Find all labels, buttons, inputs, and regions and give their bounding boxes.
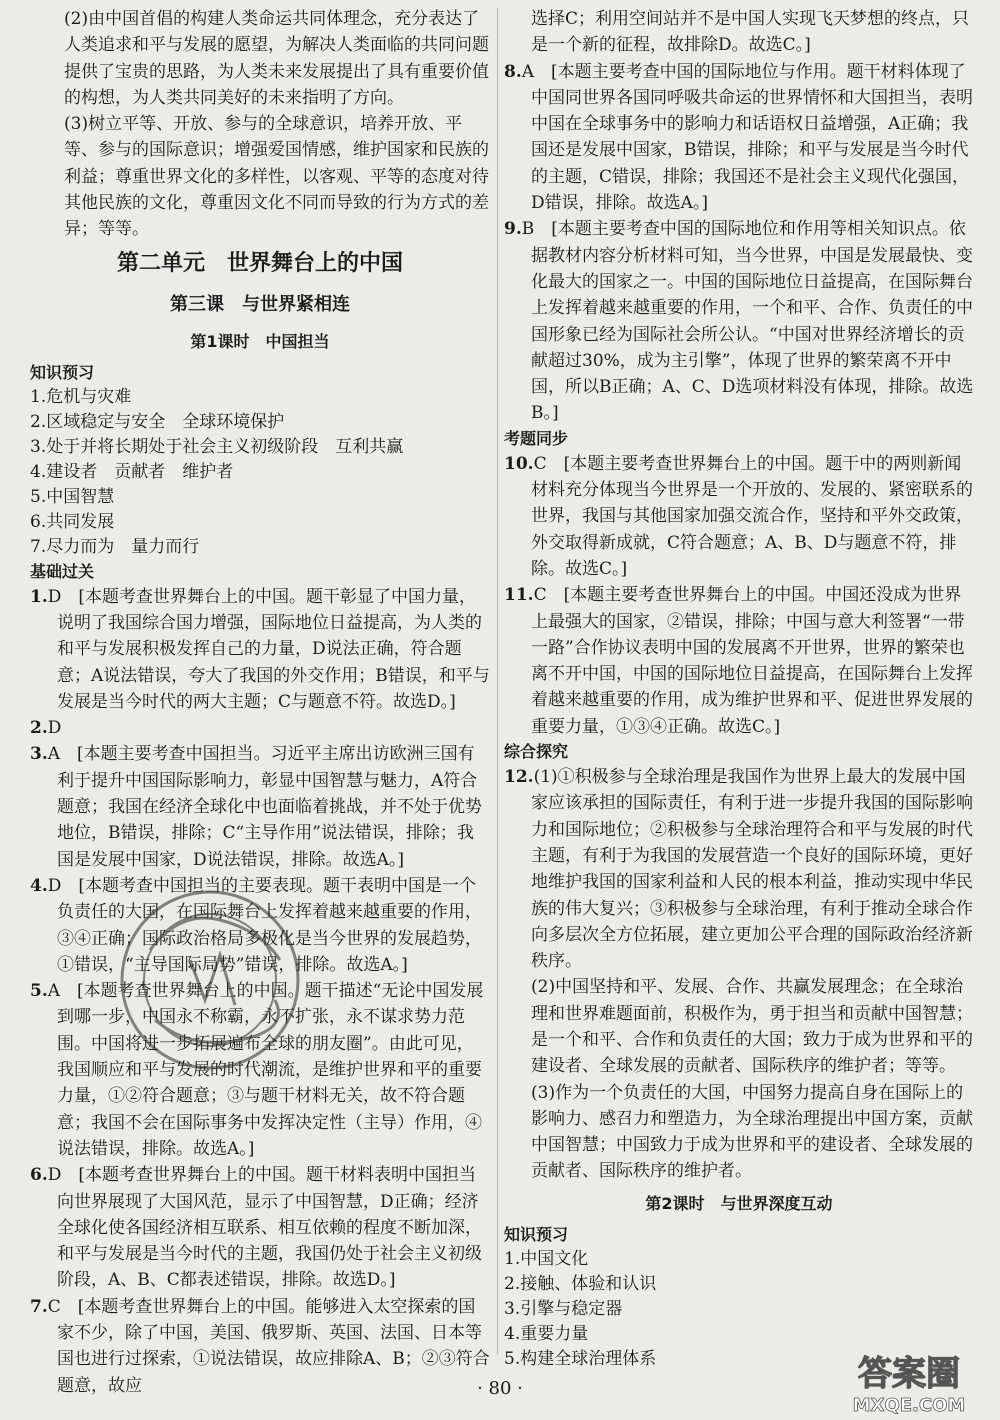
list-item: 5.构建全球治理体系 — [504, 1348, 657, 1369]
answer-text: C [本题主要考查世界舞台上的中国。中国还没成为世界上最强大的国家，②错误，排除；中国与意大利签署“一带一路”合作协议表明中国的发展离不开世界，世界的繁荣也离不开中国，中国的国际地位日益提高，在国际舞台上发挥着越来越重要的作用，成为维护世界和平、促进世界发展的重要力量，①③④正确。故选C。] — [531, 585, 973, 737]
question-answer — [504, 59, 974, 217]
answer-text: D [本题考查世界舞台上的中国。题干材料表明中国担当向世界展现了大国风范，显示了中国智慧，D正确；经济全球化使各国经济相互联系、相互依赖的程度不断加深，和平与发展是当今时代的主题，我国仍处于社会主义初级阶段，A、B、C都表述错误，排除。故选D。] — [47, 1165, 482, 1291]
question-answer — [30, 741, 490, 872]
period-title: 第1课时 中国担当 — [190, 331, 330, 351]
list-item: 3.处于并将长期处于社会主义初级阶段 互利共赢 — [30, 436, 404, 457]
svg-text:MXQE.COM: MXQE.COM — [852, 1395, 966, 1416]
answer-paragraph-3: (3)树立平等、开放、参与的全球意识，培养开放、平等、参与的国际意识；增强爱国情感，维护国家和民族的利益；尊重世界文化的多样性，以客观、平等的态度对待其他民族的文化，尊重因文化不同而导致的行为方式的差异；等等。 — [64, 114, 489, 240]
question-answer — [30, 584, 490, 715]
section-heading-explore: 综合探究 — [504, 742, 569, 762]
question-number: 7. — [30, 1296, 48, 1317]
answer-text: A [本题考查世界舞台上的中国。题干描述“无论中国发展到哪一步，中国永不称霸，永不扩张，永不谋求势力范围。中国将进一步拓展遍布全球的朋友圈”。由此可见，我国顺应和平与发展的时代潮流，是维护世界和平的重要力量，①②符合题意；③与题干材料无关，故不符合题意；我国不会在国际事务中发挥决定性（主导）作用，④说法错误，排除。故选A。] — [47, 981, 484, 1159]
answer-paragraph-2: (2)由中国首倡的构建人类命运共同体理念，充分表达了人类追求和平与发展的愿望，为解决人类面临的共同问题提供了宝贵的思路，为人类未来发展提出了具有重要价值的构想，为人类共同美好的未来指明了方向。 — [64, 9, 489, 108]
list-item: 4.重要力量 — [504, 1323, 589, 1344]
answer-text: A [本题主要考查中国的国际地位与作用。题干材料体现了中国同世界各国同呼吸共命运的世界情怀和大国担当，表明中国在全球事务中的影响力和话语权日益增强，A正确；我国还是发展中国家，B错误，排除；和平与发展是当今时代的主题，C错误，排除；我国还不是社会主义现代化强国，D错误，排除。故选A。] — [521, 61, 973, 214]
answer-text: D — [47, 718, 62, 739]
question-number: 10. — [504, 453, 534, 474]
section-heading-preview-2: 知识预习 — [504, 1224, 569, 1244]
list-item: 4.建设者 贡献者 维护者 — [30, 461, 234, 482]
list-item: 6.共同发展 — [30, 511, 115, 532]
answer-paragraph: (3)作为一个负责任的大国，中国努力提高自身在国际上的影响力、感召力和塑造力，为全球治理提出中国方案，贡献中国智慧；中国致力于成为世界和平的建设者、全球发展的贡献者、国际秩序的维护者。 — [531, 1082, 973, 1182]
question-answer — [30, 1162, 490, 1293]
list-item: 1.中国文化 — [504, 1248, 589, 1269]
stamp-watermark-icon — [110, 880, 310, 1080]
page-number: · 80 · — [477, 1378, 523, 1399]
list-item: 7.尽力而为 量力而行 — [30, 536, 200, 557]
right-column — [504, 6, 974, 1372]
list-item: 3.引擎与稳定器 — [504, 1298, 623, 1319]
question-number: 6. — [30, 1165, 48, 1186]
answer-text: D [本题考查世界舞台上的中国。题干彰显了中国力量，说明了我国综合国力增强，国际地位日益提高，为人类的和平与发展积极发挥自己的力量，D说法正确，符合题意；A说法错误，夸大了我国的外交作用；B错误，和平与发展是当今时代的两大主题；C与题意不符。故选D。] — [47, 586, 490, 712]
question-number: 2. — [30, 718, 48, 739]
answer-text: (1)①积极参与全球治理是我国作为世界上最大的发展中国家应该承担的国际责任，有利于进一步提升我国的国际影响力和国际地位；②积极参与全球治理符合和平与发展的时代主题，有利于为我国的发展营造一个良好的国际环境，更好地维护我国的国家利益和人民的根本利益，推动实现中华民族的伟大复兴；③积极参与全球治理，有利于推动全球合作向多层次全方位拓展，建立更加公平合理的国际政治经济新秩序。 — [531, 767, 973, 972]
unit-title: 第二单元 世界舞台上的中国 — [116, 250, 403, 276]
question-number: 9. — [504, 219, 522, 240]
question-answer — [504, 451, 974, 582]
question-number: 4. — [30, 875, 48, 896]
question-number: 1. — [30, 586, 48, 607]
site-logo-icon — [824, 1345, 994, 1417]
section-heading-basic: 基础过关 — [30, 561, 95, 581]
question-number: 5. — [30, 981, 48, 1002]
period-title-2: 第2课时 与世界深度互动 — [645, 1193, 833, 1213]
list-item: 2.区域稳定与安全 全球环境保护 — [30, 411, 285, 432]
answer-text: D [本题考查中国担当的主要表现。题干表明中国是一个负责任的大国，在国际舞台上发挥着越来越重要的作用，③④正确；国际政治格局多极化是当今世界的发展趋势，①错误，“主导国际局势”错误，排除。故选A。] — [47, 875, 482, 975]
section-heading-sync: 考题同步 — [504, 428, 569, 448]
list-item: 2.接触、体验和认识 — [504, 1273, 657, 1294]
list-item: 5.中国智慧 — [30, 486, 115, 507]
answer-text: B [本题主要考查中国的国际地位和作用等相关知识点。依据教材内容分析材料可知，当今世界，中国是发展最快、变化最大的国家之一。中国的国际地位日益提高，在国际舞台上发挥着越来越重要的作用，一个和平、合作、负责任的中国形象已经为国际社会所公认。“中国对世界经济增长的贡献超过30%，成为主引擎”，体现了世界的繁荣离不开中国，所以B正确；A、C、D选项材料没有体现，排除。故选B。] — [521, 219, 974, 424]
answer-continuation: 选择C；利用空间站并不是中国人实现飞天梦想的终点，只是一个新的征程，故排除D。故选C。] — [531, 9, 970, 56]
svg-text:答案圈: 答案圈 — [858, 1354, 960, 1394]
list-item: 1.危机与灾难 — [30, 386, 132, 407]
question-answer — [504, 582, 974, 740]
question-answer — [504, 764, 974, 974]
question-answer — [504, 216, 974, 426]
lesson-title: 第三课 与世界紧相连 — [170, 293, 350, 315]
question-answer — [30, 715, 490, 741]
question-number: 11. — [504, 585, 534, 606]
column-divider — [497, 8, 498, 1354]
question-number: 3. — [30, 744, 48, 765]
question-number: 12. — [504, 767, 534, 788]
answer-text: C [本题考查世界舞台上的中国。能够进入太空探索的国家不少，除了中国，美国、俄罗斯、英国、法国、日本等国也进行过探索，①说法错误，故应排除A、B；②③符合题意，故应 — [47, 1296, 490, 1396]
section-heading-preview: 知识预习 — [30, 362, 95, 382]
answer-text: A [本题主要考查中国担当。习近平主席出访欧洲三国有利于提升中国国际影响力，彰显中国智慧与魅力，A符合题意；我国在经济全球化中也面临着挑战，并不处于优势地位，B错误，排除；C“主导作用”说法错误，排除；我国是发展中国家，D说法错误，排除。故选A。] — [47, 744, 482, 870]
question-number: 8. — [504, 61, 522, 82]
answer-paragraph: (2)中国坚持和平、发展、合作、共赢发展理念；在全球治理和世界难题面前，积极作为，勇于担当和贡献中国智慧；是一个和平、合作和负责任的大国；致力于成为世界和平的建设者、全球发展的贡献者、国际秩序的维护者；等等。 — [531, 977, 973, 1077]
answer-text: C [本题主要考查世界舞台上的中国。题干中的两则新闻材料充分体现当今世界是一个开放的、发展的、紧密联系的世界，我国与其他国家加强交流合作，坚持和平外交政策，外交取得新成就，C符合题意；A、B、D与题意不符，排除。故选C。] — [531, 453, 973, 579]
left-column — [30, 6, 490, 1399]
